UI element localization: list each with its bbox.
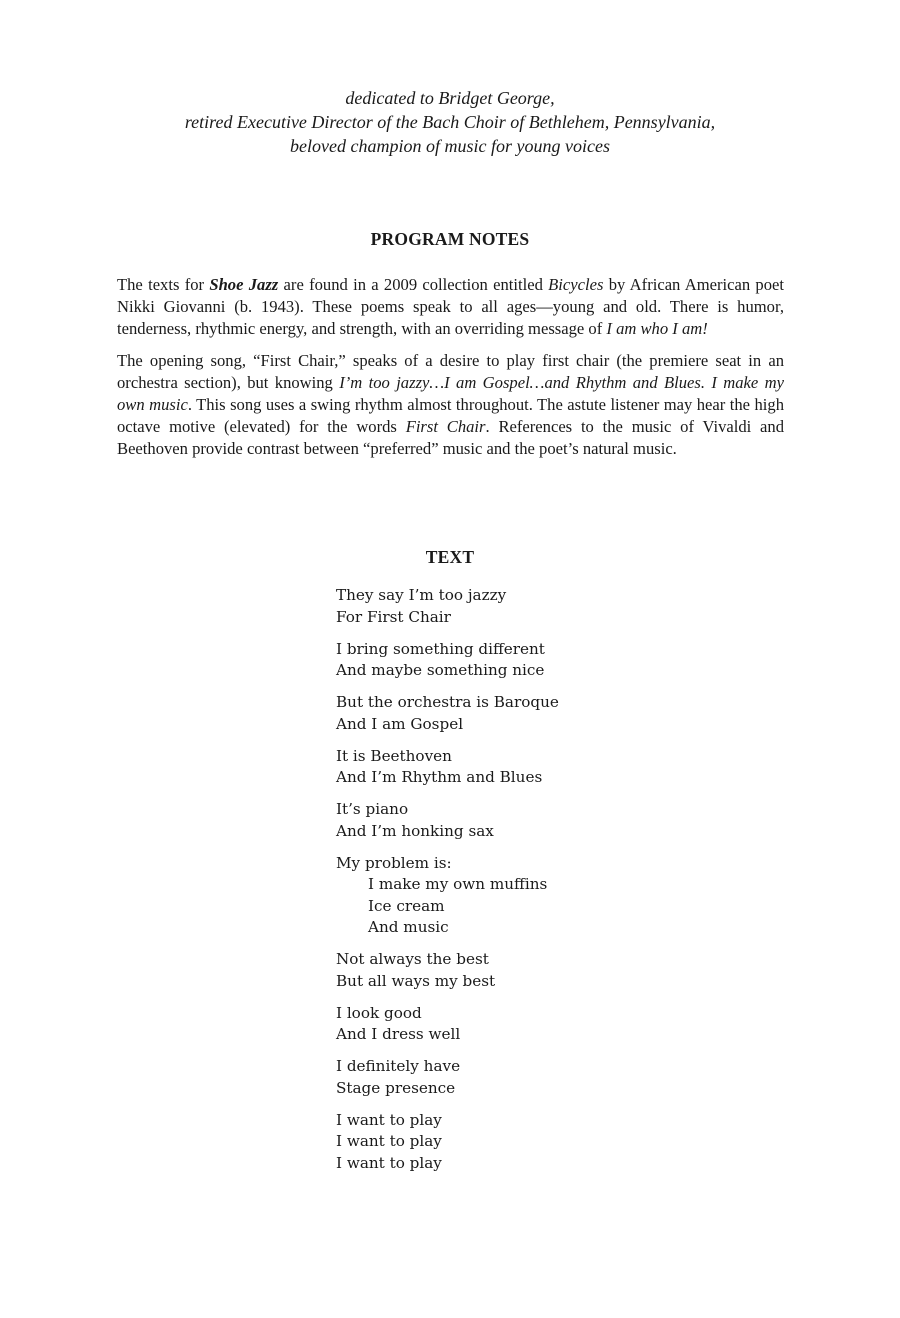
- stanza: [336, 1003, 666, 1046]
- poem-line: Stage presence: [336, 1078, 456, 1097]
- text-run: are found in a 2009 collection entitled: [278, 275, 549, 294]
- stanza: [336, 692, 666, 735]
- program-notes-body: [117, 274, 784, 470]
- poem-line: I want to play: [336, 1132, 442, 1150]
- poem-line: For First Chair: [336, 607, 451, 626]
- stanza: [336, 585, 666, 628]
- text-run: by African American poet Nikki Giovanni (b. 1943). These poems speak to all ages—young and old. There is humor, tenderness, rhythmic energy, and strength, with an overriding message of: [117, 275, 784, 338]
- stanza: [336, 639, 666, 682]
- poem-line-indented: I make my own muffins: [368, 875, 548, 893]
- stanza: [336, 949, 666, 992]
- poem-line: And maybe something nice: [336, 661, 545, 679]
- lyric-quote: I’m too jazzy…I am Gospel…and Rhythm and Blues. I make my own music: [117, 373, 784, 414]
- poem-line: I want to play: [336, 1110, 442, 1129]
- poem-line: I look good: [336, 1003, 422, 1022]
- text-run: . This song uses a swing rhythm almost throughout. The astute listener may hear the high octave motive (elevated) for the words: [117, 395, 784, 436]
- poem-line-indented: And music: [368, 918, 449, 936]
- dedication-line: retired Executive Director of the Bach Choir of Bethlehem, Pennsylvania,: [184, 112, 716, 132]
- poem-line: Not always the best: [336, 950, 489, 968]
- stanza: [336, 746, 666, 789]
- poem-line: I definitely have: [336, 1057, 461, 1075]
- poem-line: And I’m honking sax: [336, 821, 494, 840]
- stanza: [336, 853, 666, 939]
- collection-title: Bicycles: [548, 275, 604, 294]
- poem-line: I want to play: [336, 1153, 442, 1172]
- poem-line: And I’m Rhythm and Blues: [336, 768, 543, 786]
- message-quote: I am who I am!: [606, 319, 708, 338]
- program-notes-heading: PROGRAM NOTES: [370, 229, 530, 249]
- text-run: The opening song, “First Chair,” speaks of a desire to play first chair (the premiere seat in an orchestra section), but knowing: [117, 351, 784, 392]
- poem-line: My problem is:: [336, 853, 452, 872]
- poem-line-indented: Ice cream: [368, 896, 445, 915]
- words-quote: First Chair: [405, 417, 486, 436]
- work-title: Shoe Jazz: [209, 275, 279, 294]
- text-heading: TEXT: [425, 547, 475, 567]
- poem-line: But the orchestra is Baroque: [336, 693, 559, 711]
- dedication-line: beloved champion of music for young voices: [290, 136, 610, 156]
- poem-line: And I am Gospel: [336, 714, 464, 733]
- text-run: The texts for: [117, 275, 210, 294]
- stanza: [336, 1110, 666, 1175]
- stanza: [336, 799, 666, 842]
- dedication-line: dedicated to Bridget George,: [345, 88, 555, 108]
- poem: [336, 585, 666, 1185]
- program-notes-paragraph-1: [117, 274, 784, 340]
- poem-line: It is Beethoven: [336, 746, 452, 765]
- poem-line: And I dress well: [336, 1025, 461, 1043]
- poem-line: But all ways my best: [336, 971, 496, 990]
- poem-line: They say I’m too jazzy: [336, 586, 507, 604]
- poem-line: It’s piano: [336, 800, 409, 818]
- stanza: [336, 1056, 666, 1099]
- dedication: [0, 86, 900, 158]
- poem-line: I bring something different: [336, 639, 545, 658]
- program-notes-paragraph-2: [117, 350, 784, 460]
- text-run: . References to the music of Vivaldi and Beethoven provide contrast between “preferred” music and the poet’s natural music.: [117, 417, 785, 458]
